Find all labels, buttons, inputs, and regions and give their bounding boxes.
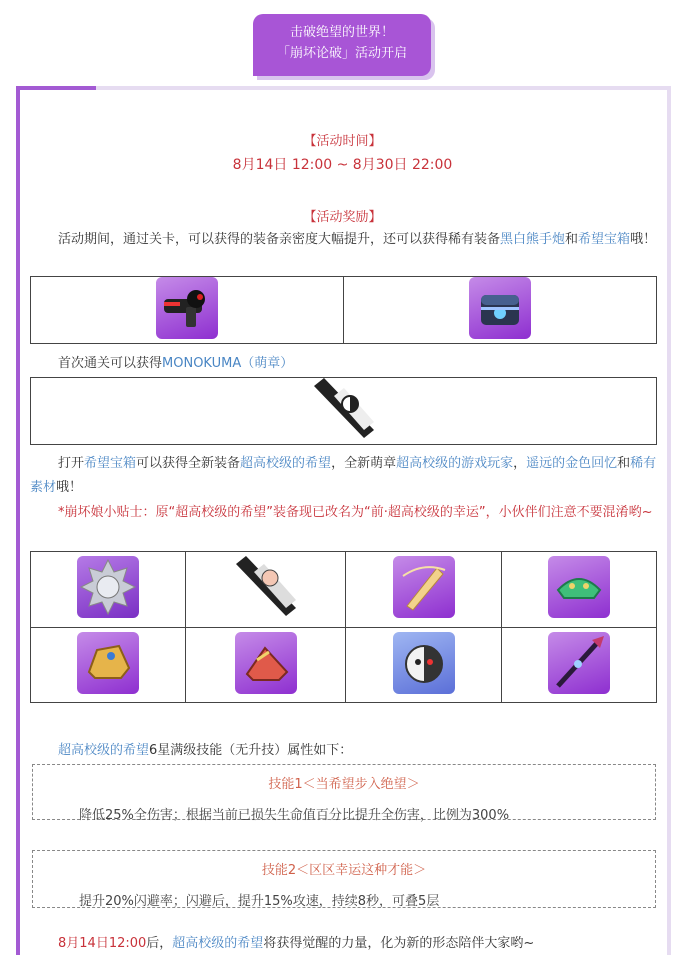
item-cell bbox=[346, 552, 501, 628]
chest-text: ， bbox=[513, 456, 527, 471]
banner-line2: 「崩坏论破」活动开启 bbox=[276, 46, 407, 61]
dark-spear-icon bbox=[548, 632, 610, 694]
monokuma-cannon-icon bbox=[156, 277, 218, 339]
item-cell bbox=[31, 627, 186, 703]
chest-link-2[interactable]: 希望宝箱 bbox=[84, 456, 137, 471]
monokuma-link[interactable]: MONOKUMA（萌章） bbox=[162, 356, 294, 371]
skill1-box bbox=[32, 764, 656, 823]
item-cell bbox=[186, 627, 346, 703]
hope-weapon-link[interactable]: 超高校级的希望 bbox=[240, 456, 332, 471]
hope-weapon-link-2[interactable]: 超高校级的希望 bbox=[58, 743, 150, 758]
reward-table bbox=[30, 276, 657, 344]
footer-text: 后， bbox=[146, 936, 173, 951]
chest-text: 和 bbox=[617, 456, 631, 471]
first-clear-text: 首次通关可以获得 bbox=[58, 356, 163, 371]
badge-strip-icon bbox=[234, 556, 298, 618]
monokuma-badge-icon bbox=[312, 378, 376, 440]
banner-line1: 击破绝望的世界！ bbox=[289, 25, 394, 40]
rare-material-link[interactable]: 稀有素材 bbox=[30, 456, 657, 495]
chest-text: 打开 bbox=[58, 456, 85, 471]
reward-cell bbox=[31, 277, 344, 344]
chest-text: 哦！ bbox=[56, 480, 83, 495]
reward-text-and: 和 bbox=[565, 232, 579, 247]
skill2-box bbox=[32, 850, 656, 908]
monokuma-stamp-icon bbox=[393, 632, 455, 694]
skills-intro-text: 6星满级技能（无升技）属性如下： bbox=[149, 743, 353, 758]
badge-table bbox=[30, 377, 657, 445]
skill2-body: 提升20%闪避率；闪避后，提升15%攻速，持续8秒，可叠5层 bbox=[79, 894, 440, 909]
tip-text: *崩坏娘小贴士：原“超高校级的希望”装备现已改名为“前·超高校级的幸运”，小伙伴们注意不要混淆哟~ bbox=[58, 505, 653, 520]
chest-paragraph bbox=[30, 452, 660, 500]
chest-text: ，全新萌章 bbox=[331, 456, 397, 471]
footer-paragraph bbox=[30, 932, 660, 956]
skill1-title: 技能1＜当希望步入绝望＞ bbox=[268, 777, 420, 792]
chest-text: 可以获得全新装备 bbox=[136, 456, 241, 471]
reward-paragraph bbox=[30, 228, 660, 252]
green-material-icon bbox=[548, 556, 610, 618]
reward-text: 活动期间，通过关卡，可以获得的装备亲密度大幅提升，还可以获得稀有装备 bbox=[58, 232, 501, 247]
item-cell bbox=[186, 552, 346, 628]
hope-chest-icon bbox=[469, 277, 531, 339]
golden-memory-link[interactable]: 遥远的金色回忆 bbox=[526, 456, 618, 471]
event-banner bbox=[253, 14, 431, 76]
reward-cell bbox=[344, 277, 657, 344]
skills-intro bbox=[30, 739, 660, 763]
red-material-icon bbox=[235, 632, 297, 694]
frame-top-accent bbox=[16, 86, 96, 90]
footer-text: 将获得觉醒的力量，化为新的形态陪伴大家哟~ bbox=[263, 936, 535, 951]
item-cell bbox=[501, 552, 656, 628]
first-clear-paragraph bbox=[30, 352, 660, 376]
cannon-link[interactable]: 黑白熊手炮 bbox=[500, 232, 566, 247]
items-grid bbox=[30, 551, 657, 703]
item-cell bbox=[31, 552, 186, 628]
footer-date: 8月14日12:00 bbox=[58, 936, 147, 951]
reward-text-end: 哦！ bbox=[630, 232, 657, 247]
chest-link[interactable]: 希望宝箱 bbox=[578, 232, 631, 247]
gamer-badge-link[interactable]: 超高校级的游戏玩家 bbox=[396, 456, 514, 471]
skill1-body: 降低25%全伤害；根据当前已损失生命值百分比提升全伤害，比例为300% bbox=[79, 808, 510, 823]
badge-cell bbox=[31, 378, 657, 445]
time-heading: 【活动时间】 bbox=[303, 134, 382, 149]
item-cell bbox=[501, 627, 656, 703]
gold-material-icon bbox=[77, 632, 139, 694]
skill2-title: 技能2＜区区幸运这种才能＞ bbox=[261, 863, 427, 878]
item-cell bbox=[346, 627, 501, 703]
golden-feather-icon bbox=[393, 556, 455, 618]
hope-weapon-link-3[interactable]: 超高校级的希望 bbox=[172, 936, 264, 951]
silver-medal-icon bbox=[77, 556, 139, 618]
time-value: 8月14日 12:00 ~ 8月30日 22:00 bbox=[232, 157, 453, 173]
reward-heading: 【活动奖励】 bbox=[303, 210, 382, 225]
